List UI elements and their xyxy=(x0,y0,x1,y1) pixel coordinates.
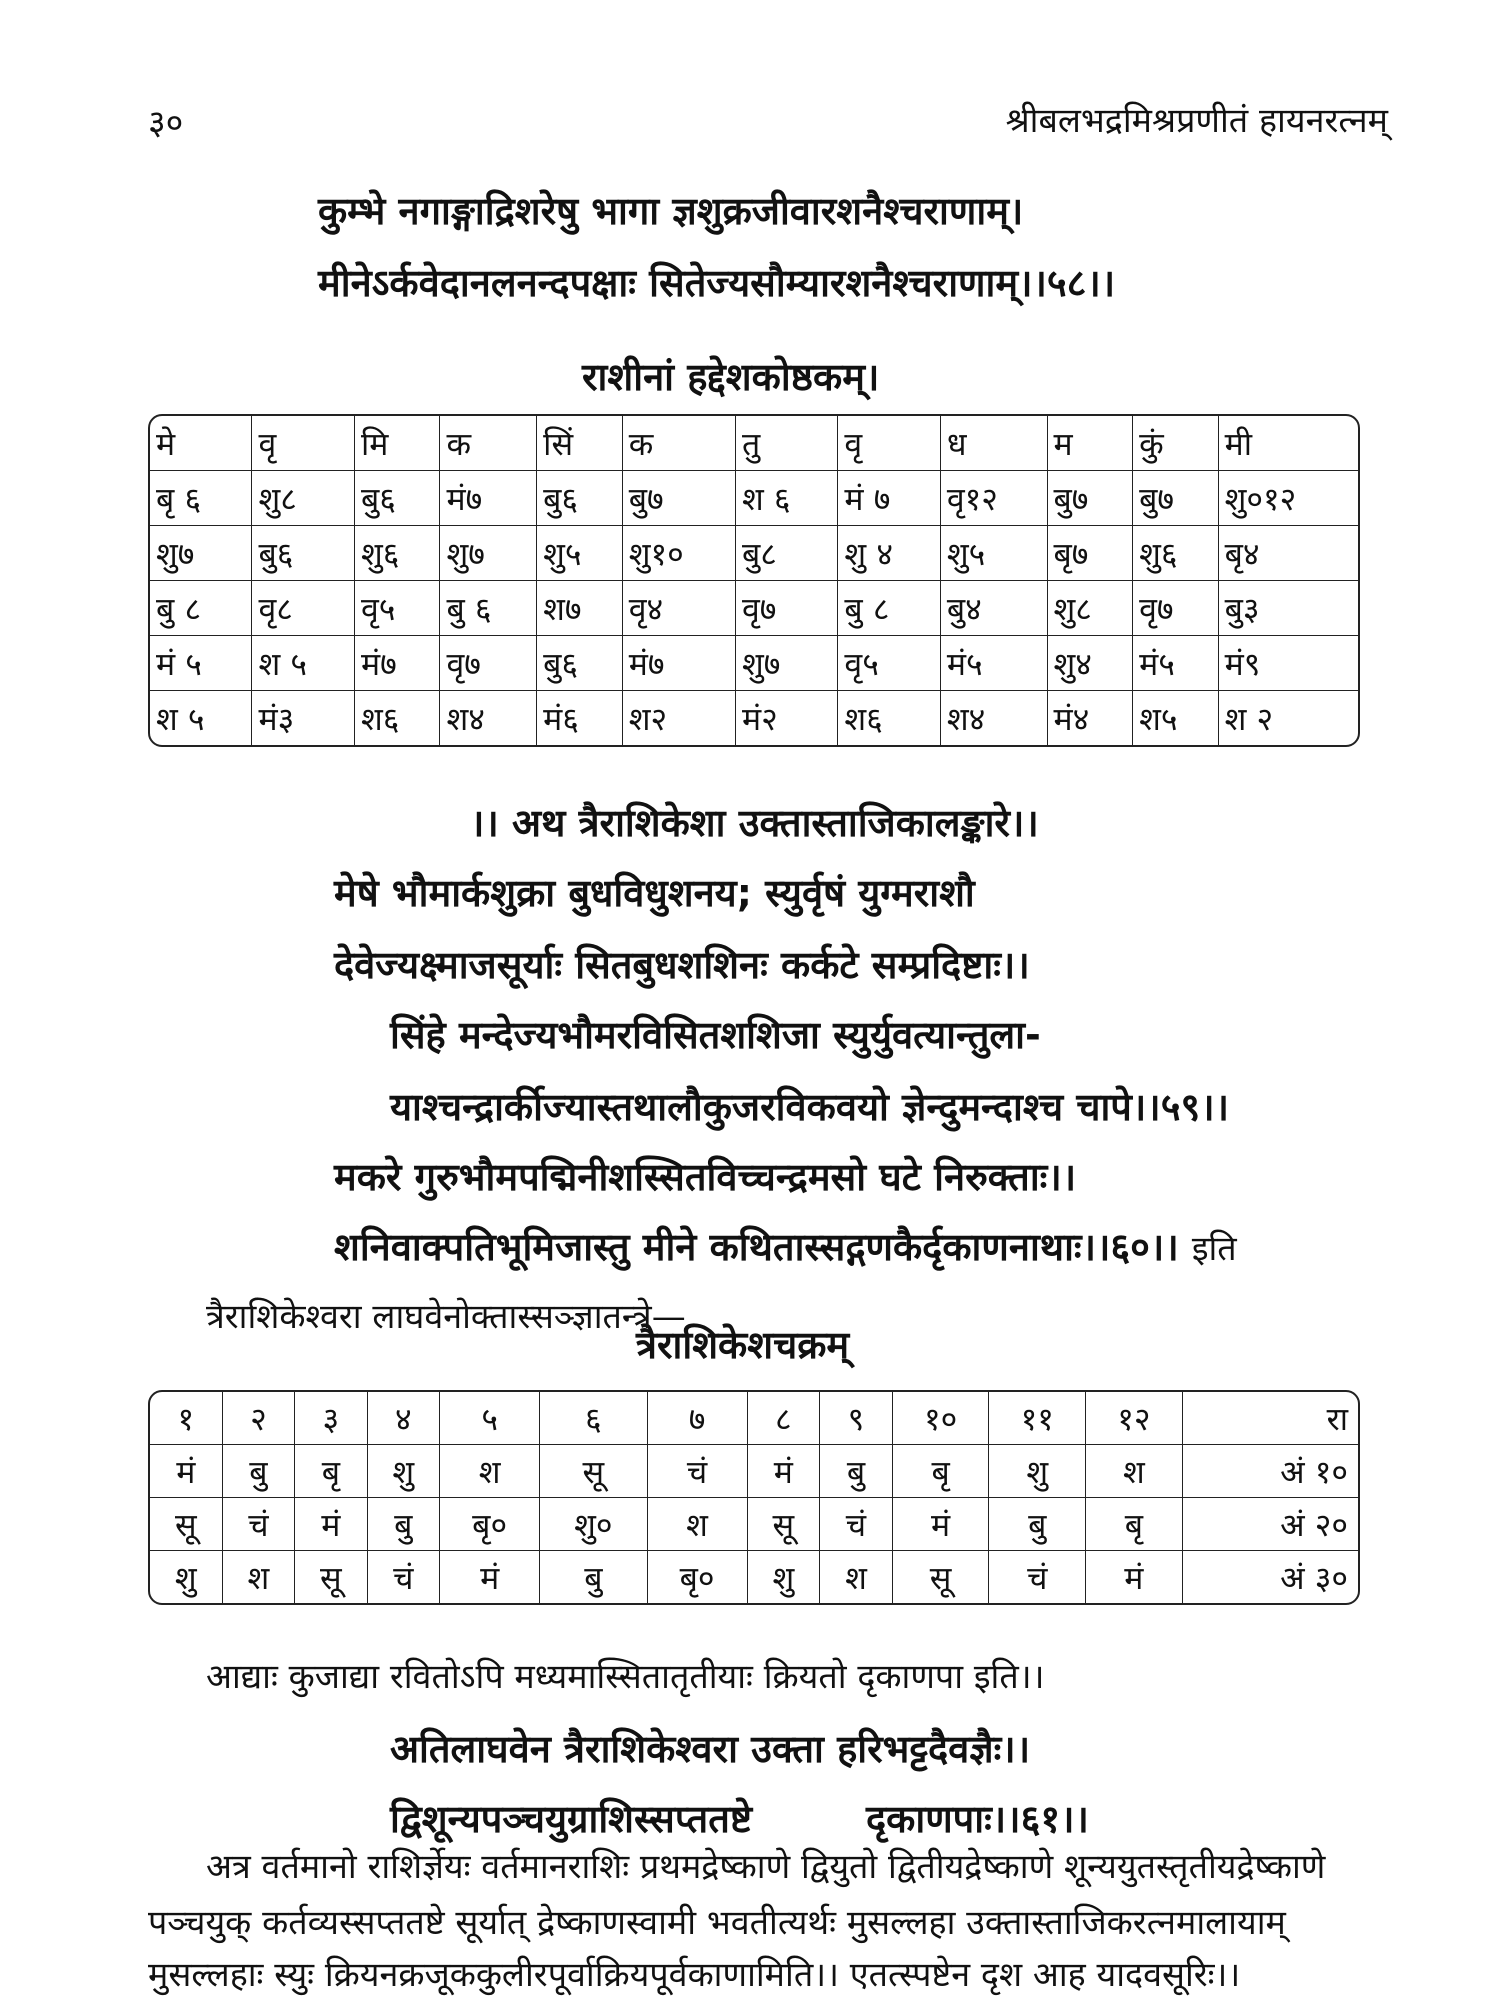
table-header-cell: वृ xyxy=(252,416,354,471)
table-cell: बु६ xyxy=(355,471,441,526)
table-cell: श xyxy=(648,1498,748,1551)
table-cell: शु४ xyxy=(1048,636,1134,691)
table-cell: सू xyxy=(748,1498,821,1551)
table-header-cell: मे xyxy=(150,416,252,471)
table-row xyxy=(150,691,1358,745)
table-cell: बु xyxy=(820,1445,893,1498)
table-cell: बु६ xyxy=(537,471,623,526)
table-header-cell: ४ xyxy=(368,1392,441,1445)
table-header-cell: ५ xyxy=(440,1392,540,1445)
prose-line: त्रैराशिकेश्वरा लाघवेनोक्तास्सञ्ज्ञातन्त्रे— xyxy=(206,1297,686,1337)
table-cell: वृ४ xyxy=(623,581,736,636)
table-cell: मं ७ xyxy=(838,471,940,526)
table-cell: बु xyxy=(223,1445,296,1498)
table-header-cell: ६ xyxy=(540,1392,647,1445)
verse-line: अतिलाघवेन त्रैराशिकेश्वरा उक्ता हरिभट्टदैवज्ञैः।। xyxy=(390,1727,1031,1771)
table-cell: मं७ xyxy=(355,636,441,691)
table-cell: वृ८ xyxy=(252,581,354,636)
table-cell: बृ xyxy=(1086,1498,1183,1551)
table-cell: बृ xyxy=(893,1445,990,1498)
table-header-cell: मि xyxy=(355,416,441,471)
table-cell: वृ७ xyxy=(440,636,537,691)
table-cell: शु७ xyxy=(440,526,537,581)
table-cell: वृ५ xyxy=(355,581,441,636)
table-row xyxy=(150,526,1358,581)
commentary-line: अत्र वर्तमानो राशिर्ज्ञेयः वर्तमानराशिः प्रथमद्रेष्काणे द्वियुतो द्वितीयद्रेष्काणे शून्ययुतस्तृतीयद्रेष्काणे xyxy=(206,1847,1326,1887)
table-cell: शु xyxy=(989,1445,1086,1498)
table-cell: मं२ xyxy=(736,691,838,745)
table-cell: बु ८ xyxy=(838,581,940,636)
table-cell: श xyxy=(1086,1445,1183,1498)
table-cell: शु८ xyxy=(252,471,354,526)
verse-line: मकरे गुरुभौमपद्मिनीशस्सितविच्चन्द्रमसो घटे निरुक्ताः।। xyxy=(334,1155,1077,1199)
verse-text: शनिवाक्पतिभूमिजास्तु मीने कथितास्सद्गणकैर्दृकाणनाथाः।।६०।। xyxy=(334,1225,1179,1269)
table-header-cell: २ xyxy=(223,1392,296,1445)
table-cell: चं xyxy=(820,1498,893,1551)
table-cell: श ६ xyxy=(736,471,838,526)
verse-line: मीनेऽर्कवेदानलनन्दपक्षाः सितेज्यसौम्यारशनैश्चराणाम्।।५८।। xyxy=(318,261,1116,305)
table-cell: वृ७ xyxy=(736,581,838,636)
table-row xyxy=(150,1445,1358,1498)
iti-word: इति xyxy=(1191,1229,1237,1269)
table-header-cell: ११ xyxy=(989,1392,1086,1445)
table-cell: श६ xyxy=(355,691,441,745)
table-cell: शु xyxy=(748,1551,821,1603)
table-cell: वृ७ xyxy=(1133,581,1219,636)
table-header-cell: रा xyxy=(1183,1392,1358,1445)
table-cell: बु xyxy=(368,1498,441,1551)
table-cell: श ५ xyxy=(252,636,354,691)
table-cell: बृ४ xyxy=(1219,526,1358,581)
table-cell: मं४ xyxy=(1048,691,1134,745)
table-cell: शु८ xyxy=(1048,581,1134,636)
table-header-cell: कुं xyxy=(1133,416,1219,471)
table-cell: श४ xyxy=(941,691,1048,745)
table-cell: बु६ xyxy=(252,526,354,581)
table-header-cell: ३ xyxy=(295,1392,367,1445)
table-cell: बु ६ xyxy=(440,581,537,636)
page-number: ३० xyxy=(148,103,184,143)
running-title: श्रीबलभद्रमिश्रप्रणीतं हायनरत्नम् xyxy=(1005,101,1388,141)
table-cell: चं xyxy=(648,1445,748,1498)
table-header-cell: ८ xyxy=(748,1392,821,1445)
table-header-cell: वृ xyxy=(838,416,940,471)
table-cell: मं९ xyxy=(1219,636,1358,691)
table-cell: अं १० xyxy=(1183,1445,1358,1498)
table-row xyxy=(150,636,1358,691)
table-cell: मं xyxy=(295,1498,367,1551)
table-cell: मं६ xyxy=(537,691,623,745)
verse-line: दृकाणपाः।।६१।। xyxy=(866,1797,1089,1841)
table-row xyxy=(150,471,1358,526)
hadda-table xyxy=(148,414,1360,747)
table-cell: शु० xyxy=(540,1498,647,1551)
table-cell: मं ५ xyxy=(150,636,252,691)
commentary-line: पञ्चयुक् कर्तव्यस्सप्ततष्टे सूर्यात् द्रेष्काणस्वामी भवतीत्यर्थः मुसल्लहा उक्तास्ताजिकरत्नमालायाम् xyxy=(148,1903,1286,1943)
table-cell: शु१० xyxy=(623,526,736,581)
verse-line: मेषे भौमार्कशुक्रा बुधविधुशनय; स्युर्वृषं युग्मराशौ xyxy=(334,871,975,915)
hadda-table-title: राशीनां हद्देशकोष्ठकम्। xyxy=(582,355,880,399)
table-cell: सू xyxy=(295,1551,367,1603)
table-cell: शु५ xyxy=(537,526,623,581)
table-cell: बु xyxy=(989,1498,1086,1551)
verse-line: द्विशून्यपञ्चयुग्राशिस्सप्ततष्टे xyxy=(390,1797,753,1841)
table-row xyxy=(150,1551,1358,1603)
table-cell: शु६ xyxy=(355,526,441,581)
table-cell: श xyxy=(440,1445,540,1498)
table-cell: शु५ xyxy=(941,526,1048,581)
table-cell: मं७ xyxy=(623,636,736,691)
table-cell: बु६ xyxy=(537,636,623,691)
prose-line: आद्याः कुजाद्या रवितोऽपि मध्यमास्सितातृतीयाः क्रियतो दृकाणपा इति।। xyxy=(206,1657,1045,1697)
table-cell: मं xyxy=(440,1551,540,1603)
table-cell: बु७ xyxy=(1133,471,1219,526)
table-row xyxy=(150,1498,1358,1551)
table-cell: बु७ xyxy=(623,471,736,526)
table-cell: सू xyxy=(150,1498,223,1551)
table-cell: बृ ६ xyxy=(150,471,252,526)
table-header-cell: क xyxy=(623,416,736,471)
table-cell: श ५ xyxy=(150,691,252,745)
table-cell: अं २० xyxy=(1183,1498,1358,1551)
table-header-row xyxy=(150,1392,1358,1445)
table-header-cell: मी xyxy=(1219,416,1358,471)
table-cell: चं xyxy=(223,1498,296,1551)
table-cell: शु६ xyxy=(1133,526,1219,581)
verse-line: सिंहे मन्देज्यभौमरविसितशशिजा स्युर्युवत्यान्तुला- xyxy=(390,1013,1041,1057)
table-cell: चं xyxy=(989,1551,1086,1603)
table-cell: वृ५ xyxy=(838,636,940,691)
table-cell: श४ xyxy=(440,691,537,745)
verse-line: कुम्भे नगाङ्गाद्रिशरेषु भागा ज्ञशुक्रजीवारशनैश्चराणाम्। xyxy=(318,189,1024,233)
table-header-row xyxy=(150,416,1358,471)
table-cell: श५ xyxy=(1133,691,1219,745)
table-header-cell: १० xyxy=(893,1392,990,1445)
table-header-cell: १ xyxy=(150,1392,223,1445)
table-cell: बु ८ xyxy=(150,581,252,636)
table-cell: अं ३० xyxy=(1280,1558,1348,1597)
table-header-cell: म xyxy=(1048,416,1134,471)
table-cell: बु४ xyxy=(941,581,1048,636)
section-heading: ।। अथ त्रैराशिकेशा उक्तास्ताजिकालङ्कारे।। xyxy=(470,801,1039,845)
table-cell: बु७ xyxy=(1048,471,1134,526)
table-cell: शु७ xyxy=(736,636,838,691)
table-cell: मं xyxy=(1086,1551,1183,1603)
table-cell: मं५ xyxy=(941,636,1048,691)
table-cell: श७ xyxy=(537,581,623,636)
table-cell: श xyxy=(223,1551,296,1603)
table-cell: मं३ xyxy=(252,691,354,745)
table-cell: बु८ xyxy=(736,526,838,581)
table-header-cell: सिं xyxy=(537,416,623,471)
table-cell: शु७ xyxy=(150,526,252,581)
table-cell: शु xyxy=(150,1551,223,1603)
verse-line xyxy=(334,1220,1237,1272)
commentary-line: मुसल्लहाः स्युः क्रियनक्रजूककुलीरपूर्वाक्रियपूर्वकाणामिति।। एतत्स्पष्टेन दृश आह यादवसूरिः।। xyxy=(148,1955,1241,1995)
table-cell: बृ७ xyxy=(1048,526,1134,581)
trairashika-table xyxy=(148,1390,1360,1605)
tri-table-title: त्रैराशिकेशचक्रम् xyxy=(636,1323,850,1367)
table-cell: चं xyxy=(368,1551,441,1603)
table-cell: मं xyxy=(150,1445,223,1498)
table-header-cell: ९ xyxy=(820,1392,893,1445)
table-cell: बु३ xyxy=(1219,581,1358,636)
table-header-cell: क xyxy=(440,416,537,471)
table-cell: बु xyxy=(540,1551,647,1603)
table-cell: श २ xyxy=(1224,699,1274,738)
table-header-cell: ७ xyxy=(648,1392,748,1445)
table-cell: शु xyxy=(368,1445,441,1498)
table-cell: श६ xyxy=(838,691,940,745)
table-cell: श२ xyxy=(623,691,736,745)
table-cell: बृ० xyxy=(648,1551,748,1603)
verse-line: देवेज्यक्ष्माजसूर्याः सितबुधशशिनः कर्कटे सम्प्रदिष्टाः।। xyxy=(334,943,1030,987)
table-cell: शु ४ xyxy=(838,526,940,581)
verse-line: याश्चन्द्रार्कीज्यास्तथालौकुजरविकवयो ज्ञेन्दुमन्दाश्च चापे।।५९।। xyxy=(390,1085,1230,1129)
table-header-cell: १२ xyxy=(1086,1392,1183,1445)
table-cell: मं७ xyxy=(440,471,537,526)
table-header-cell: तु xyxy=(736,416,838,471)
table-row xyxy=(150,581,1358,636)
table-cell: बृ xyxy=(295,1445,367,1498)
table-cell: वृ१२ xyxy=(941,471,1048,526)
table-cell: श xyxy=(820,1551,893,1603)
table-cell: शु०१२ xyxy=(1219,471,1358,526)
table-cell: मं xyxy=(893,1498,990,1551)
table-cell: सू xyxy=(540,1445,647,1498)
table-cell: मं५ xyxy=(1133,636,1219,691)
table-cell: मं xyxy=(748,1445,821,1498)
table-cell: बृ० xyxy=(440,1498,540,1551)
table-header-cell: ध xyxy=(941,416,1048,471)
table-cell: सू xyxy=(893,1551,990,1603)
